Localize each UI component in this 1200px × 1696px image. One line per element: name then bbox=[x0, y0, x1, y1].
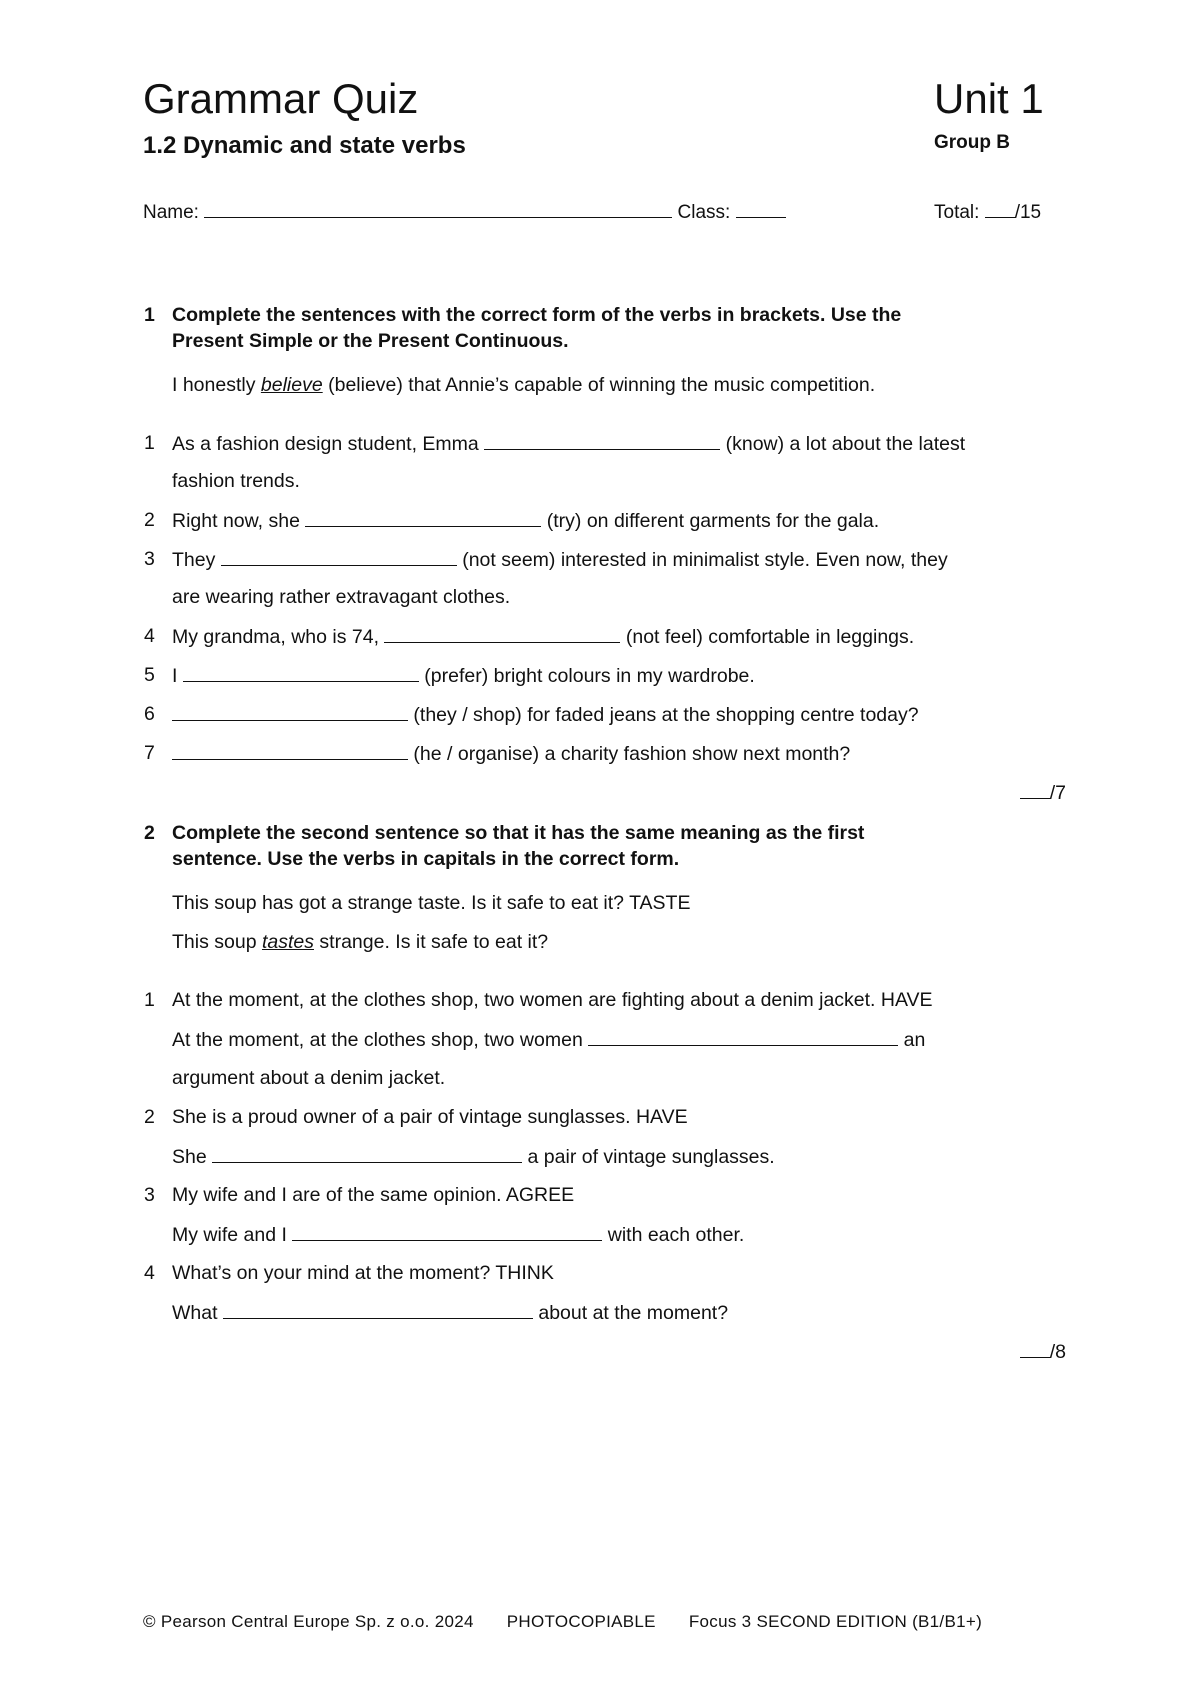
ex1-item bbox=[172, 742, 850, 766]
name-row bbox=[143, 200, 786, 224]
ex1-example-answer: believe bbox=[260, 374, 323, 396]
ex2-item-sentence: She is a proud owner of a pair of vintage sunglasses. HAVE bbox=[172, 1106, 688, 1128]
answer-blank[interactable] bbox=[183, 664, 419, 682]
ex1-item-cont: fashion trends. bbox=[172, 470, 300, 492]
ex1-score bbox=[1020, 781, 1066, 805]
ex2-item-number: 4 bbox=[144, 1262, 155, 1284]
ex1-item-text: (he / organise) a charity fashion show next month? bbox=[413, 743, 851, 765]
ex2-number: 2 bbox=[144, 822, 155, 844]
ex1-item bbox=[172, 664, 755, 688]
total-row bbox=[934, 200, 1041, 224]
ex2-item-number: 2 bbox=[144, 1106, 155, 1128]
ex2-item bbox=[172, 1028, 925, 1052]
class-label: Class: bbox=[677, 202, 731, 223]
ex2-item bbox=[172, 1223, 744, 1247]
answer-blank[interactable] bbox=[212, 1145, 522, 1163]
ex1-item-number: 6 bbox=[144, 703, 155, 725]
class-field[interactable] bbox=[736, 200, 786, 218]
total-max: /15 bbox=[1014, 202, 1042, 223]
ex2-item-number: 3 bbox=[144, 1184, 155, 1206]
ex1-item bbox=[172, 703, 919, 727]
ex2-example-post: strange. Is it safe to eat it? bbox=[319, 931, 549, 953]
name-label: Name: bbox=[143, 202, 199, 223]
ex1-item-text: They bbox=[172, 549, 216, 571]
ex1-item-text: (know) a lot about the latest bbox=[725, 433, 966, 455]
ex1-item-text: (try) on different garments for the gala. bbox=[546, 510, 880, 532]
ex2-item-sentence: At the moment, at the clothes shop, two women are fighting about a denim jacket. HAVE bbox=[172, 989, 933, 1011]
ex1-instruction-line2: Present Simple or the Present Continuous. bbox=[172, 330, 569, 352]
ex1-item-number: 2 bbox=[144, 509, 155, 531]
ex1-item-text: My grandma, who is 74, bbox=[172, 626, 380, 648]
ex2-item-text: What bbox=[172, 1302, 218, 1324]
ex1-score-max: /7 bbox=[1049, 782, 1066, 804]
ex1-item-cont: are wearing rather extravagant clothes. bbox=[172, 586, 511, 608]
ex2-item-text: My wife and I bbox=[172, 1224, 287, 1246]
ex1-item-number: 7 bbox=[144, 742, 155, 764]
ex1-item-text: (prefer) bright colours in my wardrobe. bbox=[424, 665, 755, 687]
ex1-item-number: 1 bbox=[144, 432, 155, 454]
page-title: Grammar Quiz bbox=[143, 75, 419, 122]
ex2-score-max: /8 bbox=[1049, 1341, 1066, 1363]
unit-label: Unit 1 bbox=[934, 75, 1044, 122]
ex2-item-text: She bbox=[172, 1146, 207, 1168]
ex2-instruction-line2: sentence. Use the verbs in capitals in the correct form. bbox=[172, 848, 680, 870]
footer-copyright: © Pearson Central Europe Sp. z o.o. 2024 bbox=[143, 1612, 474, 1631]
name-field[interactable] bbox=[204, 200, 672, 218]
ex1-instruction-line1: Complete the sentences with the correct form of the verbs in brackets. Use the bbox=[172, 304, 902, 326]
ex1-number: 1 bbox=[144, 304, 155, 326]
ex2-item-text: about at the moment? bbox=[538, 1302, 729, 1324]
answer-blank[interactable] bbox=[172, 703, 408, 721]
ex2-score-field[interactable] bbox=[1020, 1340, 1050, 1358]
ex2-example-answer: tastes bbox=[261, 931, 314, 953]
ex1-example-post: (believe) that Annie’s capable of winning the music competition. bbox=[328, 374, 876, 396]
ex1-score-field[interactable] bbox=[1020, 781, 1050, 799]
ex2-example bbox=[172, 929, 548, 955]
answer-blank[interactable] bbox=[223, 1301, 533, 1319]
ex1-example bbox=[172, 372, 875, 398]
ex2-item-sentence: My wife and I are of the same opinion. AGREE bbox=[172, 1184, 575, 1206]
answer-blank[interactable] bbox=[292, 1223, 602, 1241]
group-label: Group B bbox=[934, 132, 1010, 153]
ex1-item bbox=[172, 548, 948, 572]
ex2-item-number: 1 bbox=[144, 989, 155, 1011]
ex1-item-text: (not seem) interested in minimalist style. Even now, they bbox=[462, 549, 948, 571]
page-subtitle: 1.2 Dynamic and state verbs bbox=[143, 132, 466, 159]
ex1-item bbox=[172, 509, 879, 533]
ex2-item-text: At the moment, at the clothes shop, two women bbox=[172, 1029, 583, 1051]
total-label: Total: bbox=[934, 202, 980, 223]
ex1-item-text: I bbox=[172, 665, 178, 687]
ex2-item-cont: argument about a denim jacket. bbox=[172, 1067, 446, 1089]
ex1-example-pre: I honestly bbox=[172, 374, 256, 396]
answer-blank[interactable] bbox=[172, 742, 408, 760]
ex2-instruction-line1: Complete the second sentence so that it has the same meaning as the first bbox=[172, 822, 865, 844]
ex2-example-pre: This soup bbox=[172, 931, 257, 953]
ex2-item-sentence: What’s on your mind at the moment? THINK bbox=[172, 1262, 554, 1284]
footer-photocopiable: PHOTOCOPIABLE bbox=[506, 1612, 656, 1631]
ex1-item bbox=[172, 625, 914, 649]
ex2-item-text: an bbox=[903, 1029, 926, 1051]
ex2-item bbox=[172, 1301, 728, 1325]
ex1-item-number: 3 bbox=[144, 548, 155, 570]
ex2-item bbox=[172, 1145, 775, 1169]
ex2-item-text: with each other. bbox=[607, 1224, 745, 1246]
footer bbox=[143, 1612, 1010, 1632]
ex1-item bbox=[172, 432, 965, 456]
answer-blank[interactable] bbox=[384, 625, 620, 643]
answer-blank[interactable] bbox=[221, 548, 457, 566]
total-score-field[interactable] bbox=[985, 200, 1015, 218]
ex1-item-text: (not feel) comfortable in leggings. bbox=[625, 626, 915, 648]
ex2-item-text: a pair of vintage sunglasses. bbox=[527, 1146, 775, 1168]
ex2-score bbox=[1020, 1340, 1066, 1364]
answer-blank[interactable] bbox=[305, 509, 541, 527]
ex1-item-text: Right now, she bbox=[172, 510, 300, 532]
footer-edition: Focus 3 SECOND EDITION (B1/B1+) bbox=[688, 1612, 983, 1631]
ex1-item-text: (they / shop) for faded jeans at the shopping centre today? bbox=[413, 704, 919, 726]
ex1-item-number: 4 bbox=[144, 625, 155, 647]
answer-blank[interactable] bbox=[588, 1028, 898, 1046]
answer-blank[interactable] bbox=[484, 432, 720, 450]
ex1-item-number: 5 bbox=[144, 664, 155, 686]
ex1-item-text: As a fashion design student, Emma bbox=[172, 433, 479, 455]
ex2-example-sentence: This soup has got a strange taste. Is it safe to eat it? TASTE bbox=[172, 892, 691, 914]
